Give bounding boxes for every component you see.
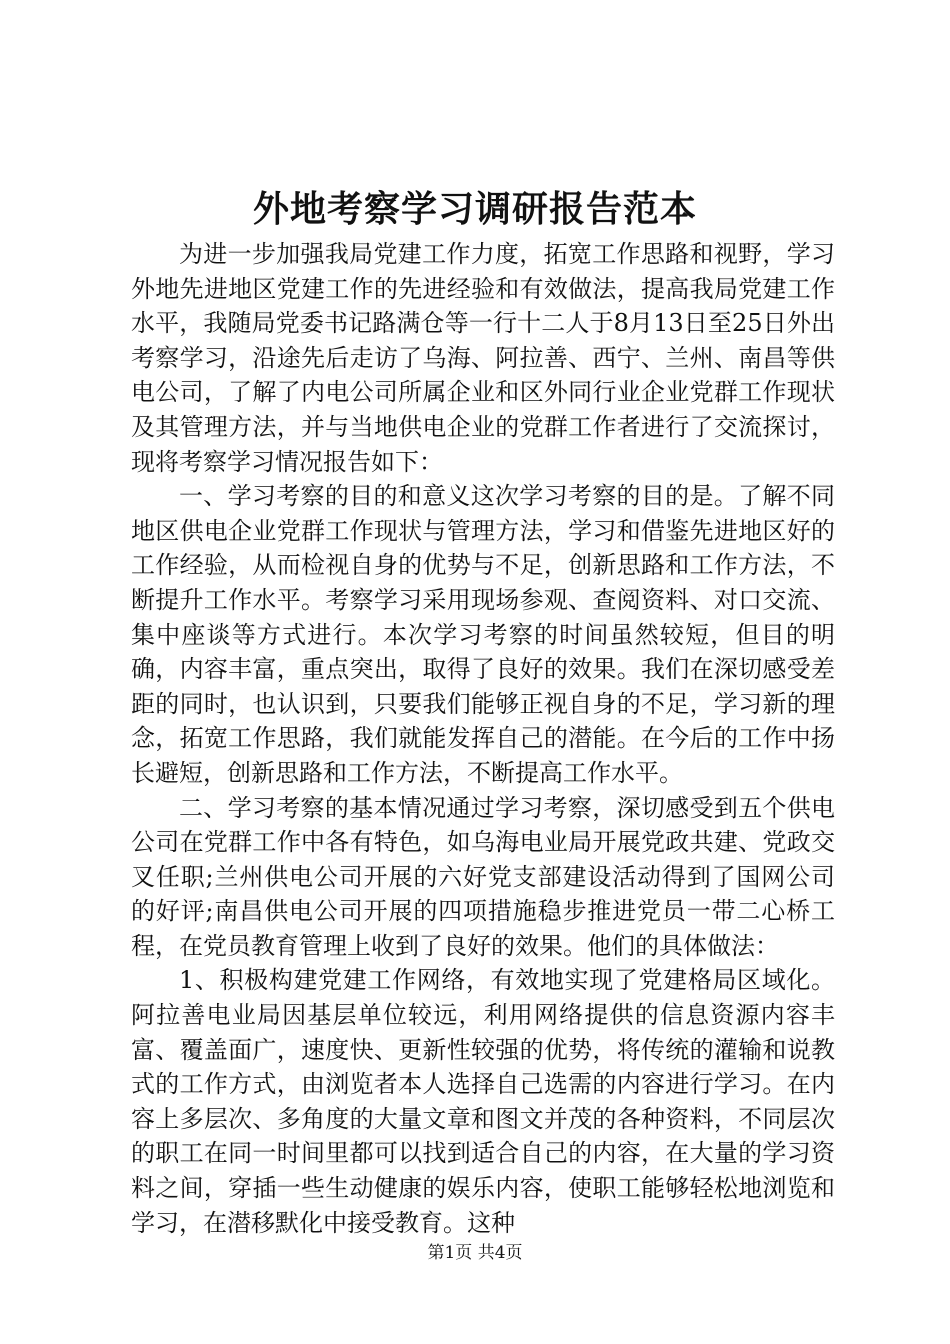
page-number-footer: 第1页 共4页 (427, 1243, 523, 1263)
paragraph: 一、学习考察的目的和意义这次学习考察的目的是。了解不同地区供电企业党群工作现状与管理方法，学习和借鉴先进地区好的工作经验，从而检视自身的优势与不足，创新思路和工作方法，不断提升工作水平。考察学习采用现场参观、查阅资料、对口交流、集中座谈等方式进行。本次学习考察的时间虽然较短，但目的明确，内容丰富，重点突出，取得了良好的效果。我们在深切感受差距的同时，也认识到，只要我们能够正视自身的不足，学习新的理念，拓宽工作思路，我们就能发挥自己的潜能。在今后的工作中扬长避短，创新思路和工作方法，不断提高工作水平。 (131, 482, 835, 787)
document-body (131, 237, 835, 1240)
document-title: 外地考察学习调研报告范本 (252, 188, 697, 230)
paragraph: 为进一步加强我局党建工作力度，拓宽工作思路和视野，学习外地先进地区党建工作的先进经验和有效做法，提高我局党建工作水平，我随局党委书记路满仓等一行十二人于8月13日至25日外出考察学习，沿途先后走访了乌海、阿拉善、西宁、兰州、南昌等供电公司，了解了内电公司所属企业和区外同行业企业党群工作现状及其管理方法，并与当地供电企业的党群工作者进行了交流探讨，现将考察学习情况报告如下： (131, 240, 835, 476)
paragraph: 二、学习考察的基本情况通过学习考察，深切感受到五个供电公司在党群工作中各有特色，如乌海电业局开展党政共建、党政交叉任职;兰州供电公司开展的六好党支部建设活动得到了国网公司的好评;南昌供电公司开展的四项措施稳步推进党员一带二心桥工程，在党员教育管理上收到了良好的效果。他们的具体做法： (131, 793, 835, 960)
paragraph: 1、积极构建党建工作网络，有效地实现了党建格局区域化。阿拉善电业局因基层单位较远，利用网络提供的信息资源内容丰富、覆盖面广，速度快、更新性较强的优势，将传统的灌输和说教式的工作方式，由浏览者本人选择自己选需的内容进行学习。在内容上多层次、多角度的大量文章和图文并茂的各种资料，不同层次的职工在同一时间里都可以找到适合自己的内容，在大量的学习资料之间，穿插一些生动健康的娱乐内容，使职工能够轻松地浏览和学习，在潜移默化中接受教育。这种 (131, 966, 835, 1237)
